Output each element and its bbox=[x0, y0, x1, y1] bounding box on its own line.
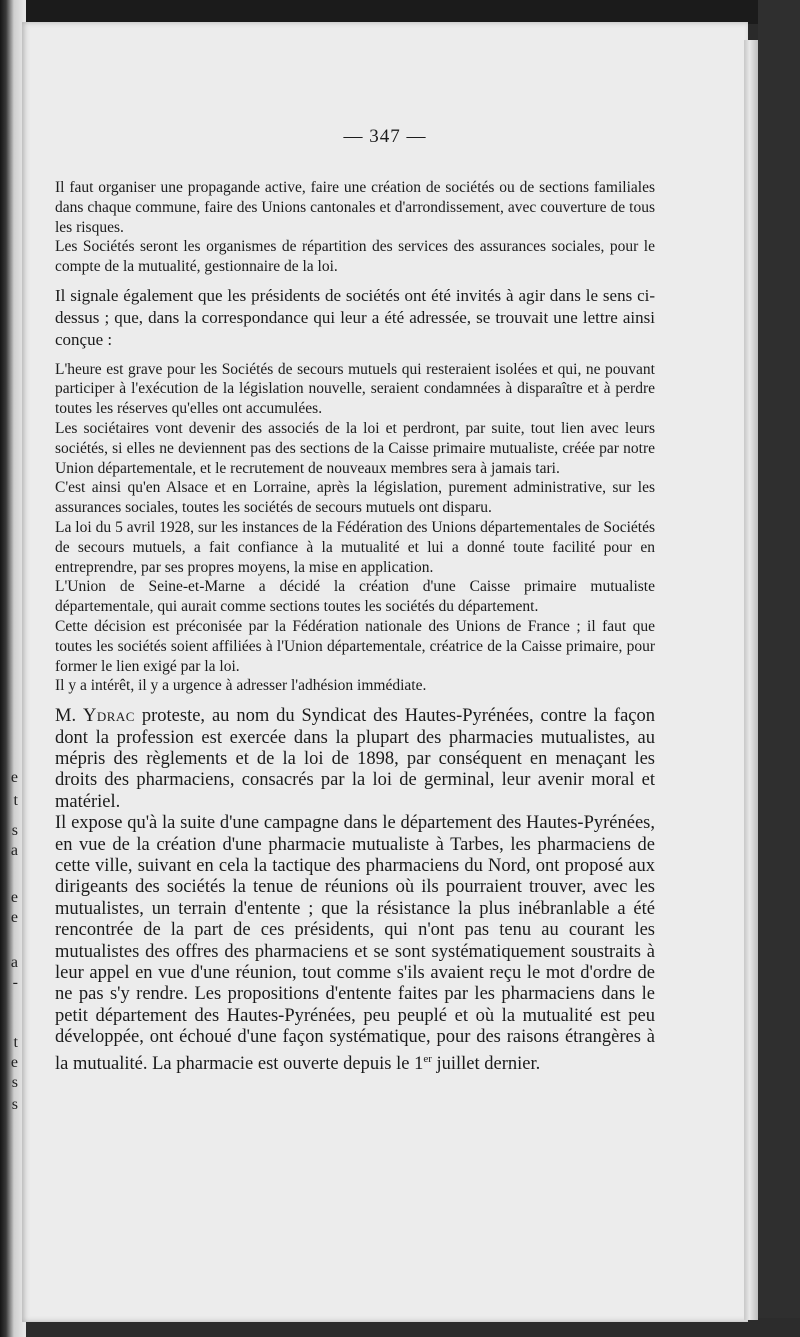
margin-mark: e bbox=[10, 909, 18, 926]
margin-mark: s bbox=[11, 1074, 18, 1091]
letter-paragraph: L'heure est grave pour les Sociétés de secours mutuels qui resteraient isolées et qui, ne pouvant participer à l'exécution de la législation nouvelle, seraient condamnées à disparaître et à perdre toutes les réserves qu'elles ont accumulées. bbox=[55, 360, 655, 418]
margin-mark: e bbox=[10, 889, 18, 906]
margin-mark: - bbox=[12, 974, 18, 991]
page-body bbox=[55, 178, 655, 1075]
page-edge-right bbox=[744, 40, 758, 1320]
quoted-letter bbox=[55, 360, 655, 697]
scan-top-edge bbox=[0, 0, 800, 24]
margin-mark: t bbox=[13, 1034, 18, 1051]
text-block-intro bbox=[55, 285, 655, 352]
speaker-name: Ydrac bbox=[82, 706, 135, 727]
margin-mark: e bbox=[10, 1054, 18, 1071]
letter-paragraph: Cette décision est préconisée par la Fédération nationale des Unions de France ; il faut que toutes les sociétés soient affiliées à l'Union départementale, créatrice de la Caisse primaire, pour former le lien exigé par la loi. bbox=[55, 617, 655, 675]
letter-paragraph: La loi du 5 avril 1928, sur les instances de la Fédération des Unions départementales de Sociétés de secours mutuels, a fait confiance à la mutualité et lui a donné toute facilité pour en entreprendre, par ses propres moyens, la mise en application. bbox=[55, 518, 655, 576]
paragraph: Il faut organiser une propagande active, faire une création de sociétés ou de sections familiales dans chaque commune, faire des Unions cantonales et d'arrondissement, avec couverture de tous les risques. bbox=[55, 179, 655, 236]
letter-paragraph: Il y a intérêt, il y a urgence à adresser l'adhésion immédiate. bbox=[55, 677, 427, 695]
text-block-large bbox=[55, 706, 655, 1075]
document-page bbox=[22, 22, 748, 1322]
margin-mark: t bbox=[13, 792, 18, 809]
margin-mark: a bbox=[10, 842, 18, 859]
final-text: Il expose qu'à la suite d'une campagne dans le département des Hautes-Pyrénées, en vue de la création d'une pharmacie mutualiste à Tarbes, les pharmaciens de cette ville, suivant en cela la tactique des pharmaciens du Nord, ont proposé aux dirigeants des sociétés la tenue de réunions où ils pourraient trouver, avec les mutualistes, un terrain d'entente ; que la résistance la plus inébranlable a été rencontrée de la part de ces présidents, qui n'ont pas tenu au courant les mutualistes des offres des pharmaciens et se sont systématiquement soustraits à leur appel en vue d'une réunion, tout comme s'ils avaient reçu le mot d'ordre de ne pas s'y rendre. Les propositions d'entente faites par les pharmaciens dans le petit département des Hautes-Pyrénées, peu peuplé et où la mutualité est peu développée, ont échoué d'une façon systématique, pour des raisons étrangères à la mutualité. La pharmacie est ouverte depuis le 1 bbox=[55, 813, 655, 1074]
paragraph: Il signale également que les présidents de sociétés ont été invités à agir dans le sens ci-dessus ; que, dans la correspondance qui leur a été adressée, se trouvait une lettre ainsi conçue : bbox=[55, 285, 655, 350]
margin-mark: s bbox=[11, 822, 18, 839]
text-block-small-1 bbox=[55, 178, 655, 277]
margin-mark: s bbox=[11, 1096, 18, 1113]
margin-mark: a bbox=[10, 954, 18, 971]
ydrac-paragraph bbox=[55, 706, 655, 813]
ydrac-prefix: M. bbox=[55, 706, 83, 727]
paragraph: Les Sociétés seront les organismes de répartition des services des assurances sociales, pour le compte de la mutualité, gestionnaire de la loi. bbox=[55, 238, 655, 276]
final-text-end: juillet dernier. bbox=[431, 1053, 541, 1074]
final-paragraph bbox=[55, 813, 655, 1075]
letter-paragraph: Les sociétaires vont devenir des associés de la loi et perdront, par suite, tout lien avec leurs sociétés, si elles ne deviennent pas des sections de la Caisse primaire mutualiste, créée par notre Union départementale, et le recrutement de nouveaux membres sera à jamais tari. bbox=[55, 419, 655, 477]
superscript: er bbox=[423, 1052, 432, 1065]
scan-right-background bbox=[758, 0, 800, 1337]
margin-mark: e bbox=[10, 769, 18, 786]
page-number: — 347 — bbox=[343, 126, 427, 147]
ydrac-text: proteste, au nom du Syndicat des Hautes-Pyrénées, contre la façon dont la profession est exercée dans la plupart des pharmacies mutualistes, au mépris des règlements et de la loi de 1898, par conséquent en menaçant les droits des pharmaciens, consacrés par la loi de germinal, leur avenir moral et matériel. bbox=[55, 706, 655, 812]
letter-paragraph: L'Union de Seine-et-Marne a décidé la création d'une Caisse primaire mutualiste départementale, qui aurait comme sections toutes les sociétés du département. bbox=[55, 578, 655, 616]
letter-paragraph: C'est ainsi qu'en Alsace et en Lorraine, après la législation, purement administrative, sur les assurances sociales, toutes les sociétés de secours mutuels ont disparu. bbox=[55, 479, 655, 517]
